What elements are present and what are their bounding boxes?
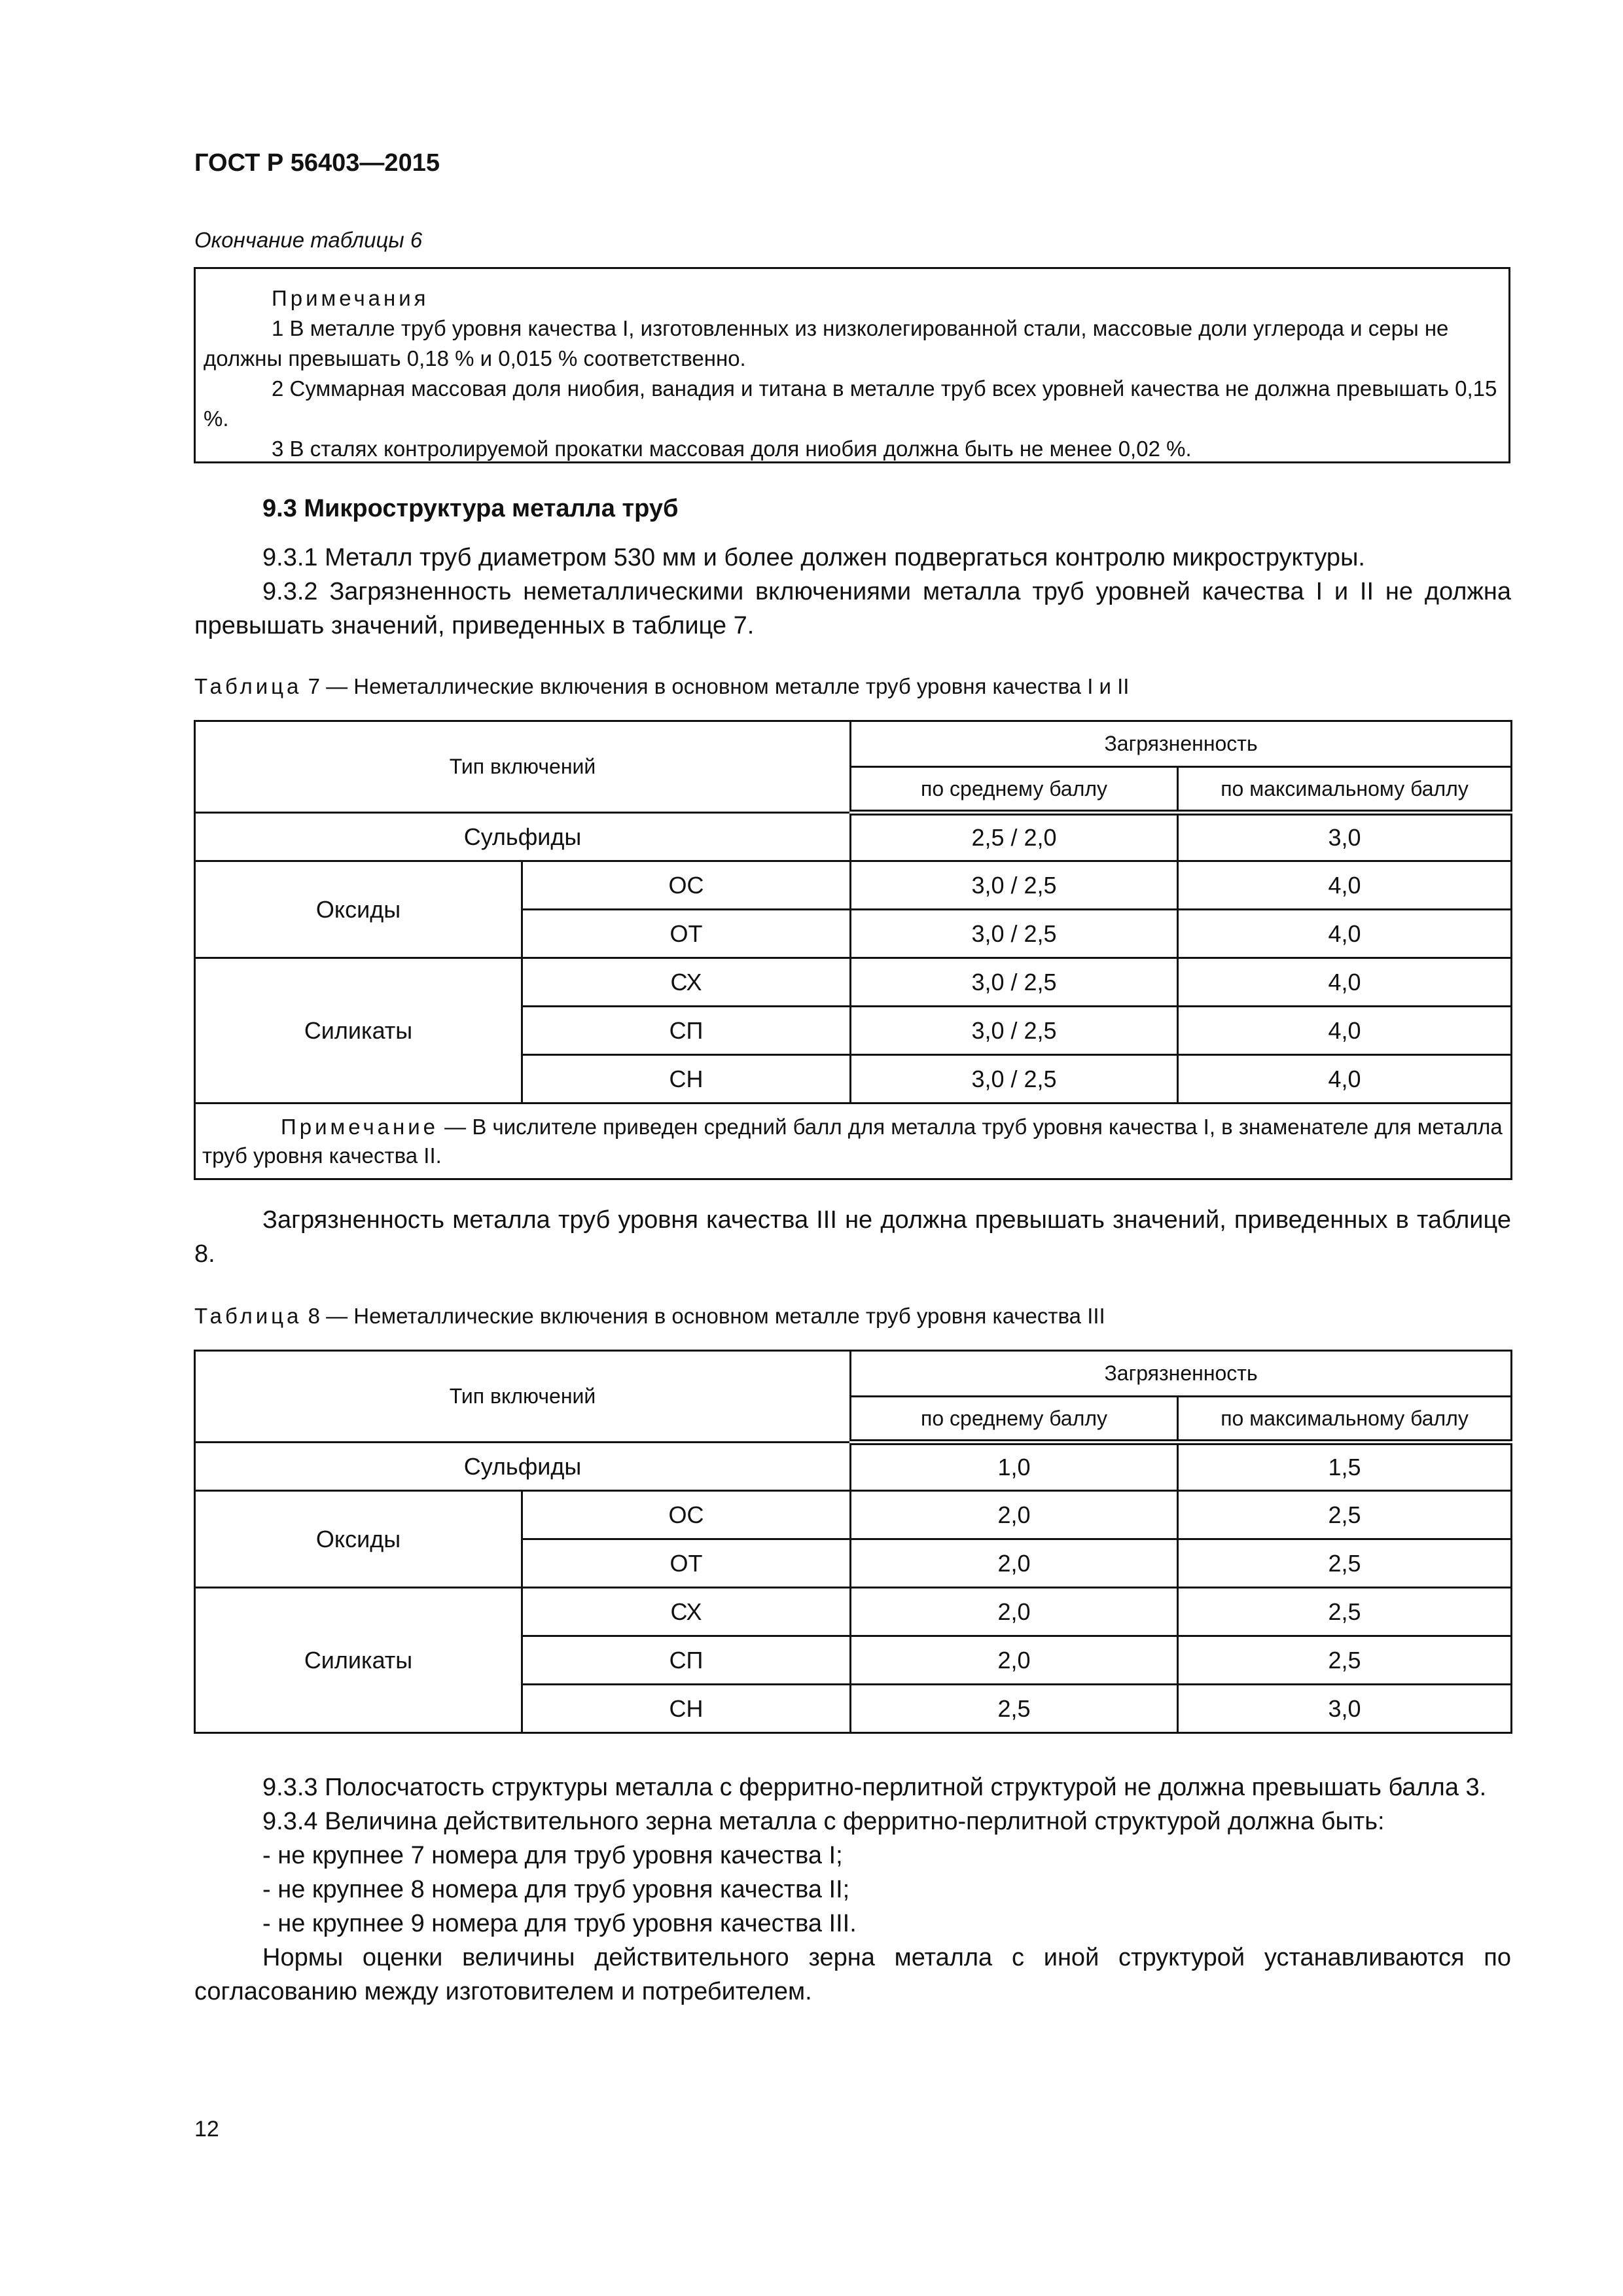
table6-notes-box [194, 267, 1510, 463]
group-silicates: Силикаты [195, 958, 522, 1103]
table8-caption [194, 1304, 1105, 1329]
cell-sub: ОТ [522, 910, 851, 958]
table-row [195, 1491, 1512, 1539]
page-number: 12 [194, 2117, 219, 2142]
cell-avg: 2,0 [851, 1588, 1178, 1636]
cell-avg: 3,0 / 2,5 [851, 861, 1178, 910]
cell-avg: 1,0 [851, 1443, 1178, 1491]
cell-avg: 2,0 [851, 1539, 1178, 1588]
note-1: 1 В металле труб уровня качества I, изготовленных из низколегированной стали, массовые доли углерода и серы не должны превышать 0,18 % и 0,015 % соответственно. [204, 316, 1449, 370]
cell-max: 4,0 [1178, 958, 1512, 1007]
cell-avg: 2,0 [851, 1491, 1178, 1539]
table7-note-text: — В числителе приведен средний балл для металла труб уровня качества I, в знаменателе для металла труб уровня качества II. [202, 1114, 1503, 1168]
cell-sub: ОТ [522, 1539, 851, 1588]
cell-avg: 2,5 [851, 1685, 1178, 1733]
paragraph-9-3-1: 9.3.1 Металл труб диаметром 530 мм и более должен подвергаться контролю микроструктуры. [262, 544, 1365, 571]
table8-label: Таблица [194, 1304, 302, 1328]
cell-sub: ОС [522, 1491, 851, 1539]
cell-max: 2,5 [1178, 1539, 1512, 1588]
cell-avg: 3,0 / 2,5 [851, 958, 1178, 1007]
closing-paragraphs [194, 1770, 1511, 2009]
table-continuation-caption: Окончание таблицы 6 [194, 228, 423, 252]
list-item: - не крупнее 9 номера для труб уровня качества III. [262, 1910, 857, 1937]
cell-max: 4,0 [1178, 1007, 1512, 1055]
table7-title: 7 — Неметаллические включения в основном металле труб уровня качества I и II [308, 674, 1130, 698]
cell-sub: СН [522, 1055, 851, 1103]
table-row [195, 861, 1512, 910]
paragraph-9-3-3: 9.3.3 Полосчатость структуры металла с ферритно-перлитной структурой не должна превышать балла 3. [262, 1774, 1487, 1801]
group-sulfides: Сульфиды [195, 1443, 851, 1491]
cell-max: 4,0 [1178, 861, 1512, 910]
cell-avg: 3,0 / 2,5 [851, 910, 1178, 958]
notes-title: Примечания [272, 286, 429, 310]
table7-note [195, 1103, 1512, 1179]
table8 [194, 1350, 1512, 1734]
note-3: 3 В сталях контролируемой прокатки массовая доля ниобия должна быть не менее 0,02 %. [272, 437, 1192, 461]
between-paragraph [194, 1203, 1511, 1271]
table-row [195, 813, 1512, 861]
cell-avg: 2,0 [851, 1636, 1178, 1685]
cell-max: 2,5 [1178, 1636, 1512, 1685]
table-row [195, 958, 1512, 1007]
cell-max: 1,5 [1178, 1443, 1512, 1491]
header-type: Тип включений [195, 1351, 851, 1443]
list-item: - не крупнее 8 номера для труб уровня качества II; [262, 1876, 850, 1903]
table7-label: Таблица [194, 674, 302, 698]
header-max: по максимальному баллу [1178, 1397, 1512, 1443]
group-sulfides: Сульфиды [195, 813, 851, 861]
section-title: 9.3 Микроструктура металла труб [262, 495, 679, 522]
note-2: 2 Суммарная массовая доля ниобия, ванадия и титана в металле труб всех уровней качества не должна превышать 0,15 %. [204, 376, 1497, 431]
table7-caption [194, 674, 1129, 699]
table7 [194, 720, 1512, 1180]
section-paragraphs [194, 541, 1511, 643]
paragraph-9-3-2: 9.3.2 Загрязненность неметаллическими включениями металла труб уровней качества I и II не должна превышать значений, приведенных в таблице 7. [194, 578, 1511, 639]
group-silicates: Силикаты [195, 1588, 522, 1733]
header-contamination: Загрязненность [851, 721, 1512, 767]
group-oxides: Оксиды [195, 1491, 522, 1588]
header-avg: по среднему баллу [851, 1397, 1178, 1443]
cell-max: 2,5 [1178, 1588, 1512, 1636]
cell-max: 2,5 [1178, 1491, 1512, 1539]
cell-max: 4,0 [1178, 910, 1512, 958]
cell-sub: СН [522, 1685, 851, 1733]
cell-avg: 2,5 / 2,0 [851, 813, 1178, 861]
table7-note-label: Примечание [281, 1114, 439, 1139]
header-max: по максимальному баллу [1178, 767, 1512, 813]
table-row [195, 1443, 1512, 1491]
header-type: Тип включений [195, 721, 851, 813]
cell-avg: 3,0 / 2,5 [851, 1055, 1178, 1103]
paragraph-table8-intro: Загрязненность металла труб уровня качества III не должна превышать значений, приведенных в таблице 8. [194, 1206, 1511, 1268]
header-contamination: Загрязненность [851, 1351, 1512, 1397]
group-oxides: Оксиды [195, 861, 522, 958]
paragraph-9-3-4: 9.3.4 Величина действительного зерна металла с ферритно-перлитной структурой должна быть: [262, 1808, 1385, 1835]
cell-sub: СХ [522, 958, 851, 1007]
cell-sub: СП [522, 1007, 851, 1055]
cell-avg: 3,0 / 2,5 [851, 1007, 1178, 1055]
cell-max: 3,0 [1178, 1685, 1512, 1733]
document-header: ГОСТ Р 56403—2015 [194, 149, 440, 177]
cell-sub: ОС [522, 861, 851, 910]
cell-sub: СП [522, 1636, 851, 1685]
cell-sub: СХ [522, 1588, 851, 1636]
table8-title: 8 — Неметаллические включения в основном металле труб уровня качества III [308, 1304, 1105, 1328]
header-avg: по среднему баллу [851, 767, 1178, 813]
table-row [195, 1588, 1512, 1636]
cell-max: 3,0 [1178, 813, 1512, 861]
list-item: - не крупнее 7 номера для труб уровня качества I; [262, 1842, 843, 1869]
paragraph-norms: Нормы оценки величины действительного зерна металла с иной структурой устанавливаются по согласованию между изготовителем и потребителем. [194, 1944, 1511, 2005]
cell-max: 4,0 [1178, 1055, 1512, 1103]
